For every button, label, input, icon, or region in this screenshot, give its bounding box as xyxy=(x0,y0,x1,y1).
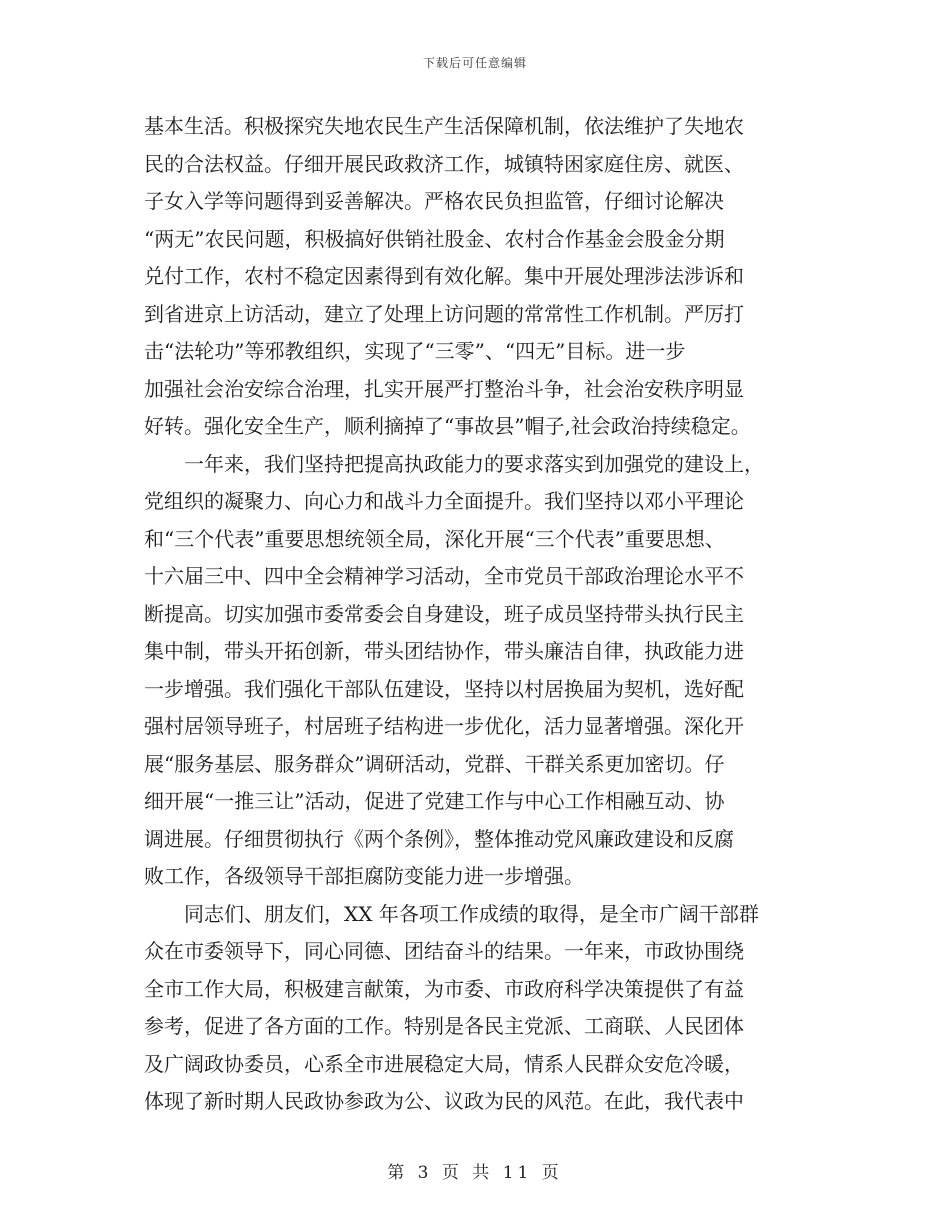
text-line: 兑付工作，农村不稳定因素得到有效化解。集中开展处理涉法涉诉和 xyxy=(144,264,744,288)
text-line: 及广阔政协委员，心系全市进展稳定大局，情系人民群众安危冷暖， xyxy=(144,1051,744,1076)
text-line: 参考，促进了各方面的工作。特别是各民主党派、工商联、人民团体 xyxy=(144,1014,744,1038)
text-line: 一步增强。我们强化干部队伍建设，坚持以村居换届为契机，选好配 xyxy=(144,676,744,701)
text-line: 党组织的凝聚力、向心力和战斗力全面提升。我们坚持以邓小平理论 xyxy=(144,489,744,513)
text-line: 断提高。切实加强市委常委会自身建设，班子成员坚持带头执行民主 xyxy=(144,601,744,626)
text-line: “两无”农民问题，积极搞好供销社股金、农村合作基金会股金分期 xyxy=(144,226,725,251)
text-line: 集中制，带头开拓创新，带头团结协作，带头廉洁自律，执政能力进 xyxy=(144,639,744,663)
text-line: 子女入学等问题得到妥善解决。严格农民负担监管，仔细讨论解决 xyxy=(144,189,724,213)
text-line: 展“服务基层、服务群众”调研活动，党群、干群关系更加密切。仔 xyxy=(144,751,725,776)
text-line: 败工作，各级领导干部拒腐防变能力进一步增强。 xyxy=(144,864,584,888)
text-line: 十六届三中、四中全会精神学习活动，全市党员干部政治理论水平不 xyxy=(144,564,744,588)
text-line: 全市工作大局，积极建言献策，为市委、市政府科学决策提供了有益 xyxy=(144,976,744,1001)
text-line: 强村居领导班子，村居班子结构进一步优化，活力显著增强。深化开 xyxy=(144,714,744,738)
text-line: 到省进京上访活动，建立了处理上访问题的常常性工作机制。严厉打 xyxy=(144,301,744,326)
text-line: 基本生活。积极探究失地农民生产生活保障机制，依法维护了失地农 xyxy=(144,114,744,138)
text-line: 加强社会治安综合治理，扎实开展严打整治斗争，社会治安秩序明显 xyxy=(144,376,744,401)
text-line: 众在市委领导下，同心同德、团结奋斗的结果。一年来，市政协围绕 xyxy=(144,939,744,963)
text-line: 细开展“一推三让”活动，促进了党建工作与中心工作相融互动、协 xyxy=(144,789,725,813)
paragraph-start-line: 一年来，我们坚持把提高执政能力的要求落实到加强党的建设上， xyxy=(184,451,764,476)
page-header: 下载后可任意编辑 xyxy=(422,56,527,70)
text-line: 和“三个代表”重要思想统领全局，深化开展“三个代表”重要思想、 xyxy=(144,526,725,551)
text-line: 调进展。仔细贯彻执行《两个条例》，整体推动党风廉政建设和反腐 xyxy=(144,826,734,851)
text-line: 体现了新时期人民政协参政为公、议政为民的风范。在此，我代表中 xyxy=(144,1089,744,1113)
text-line: 击“法轮功”等邪教组织，实现了“三零”、“四无”目标。进一步 xyxy=(144,339,686,363)
text-line: 好转。强化安全生产，顺利摘掉了“事故县”帽子,社会政治持续稳定。 xyxy=(144,414,751,438)
paragraph-start-line: 同志们、朋友们，XX 年各项工作成绩的取得，是全市广阔干部群 xyxy=(184,901,759,926)
page-number-footer: 第 3 页 共 11 页 xyxy=(387,1163,563,1183)
document-body xyxy=(144,108,824,1121)
text-line: 民的合法权益。仔细开展民政救济工作，城镇特困家庭住房、就医、 xyxy=(144,151,744,176)
